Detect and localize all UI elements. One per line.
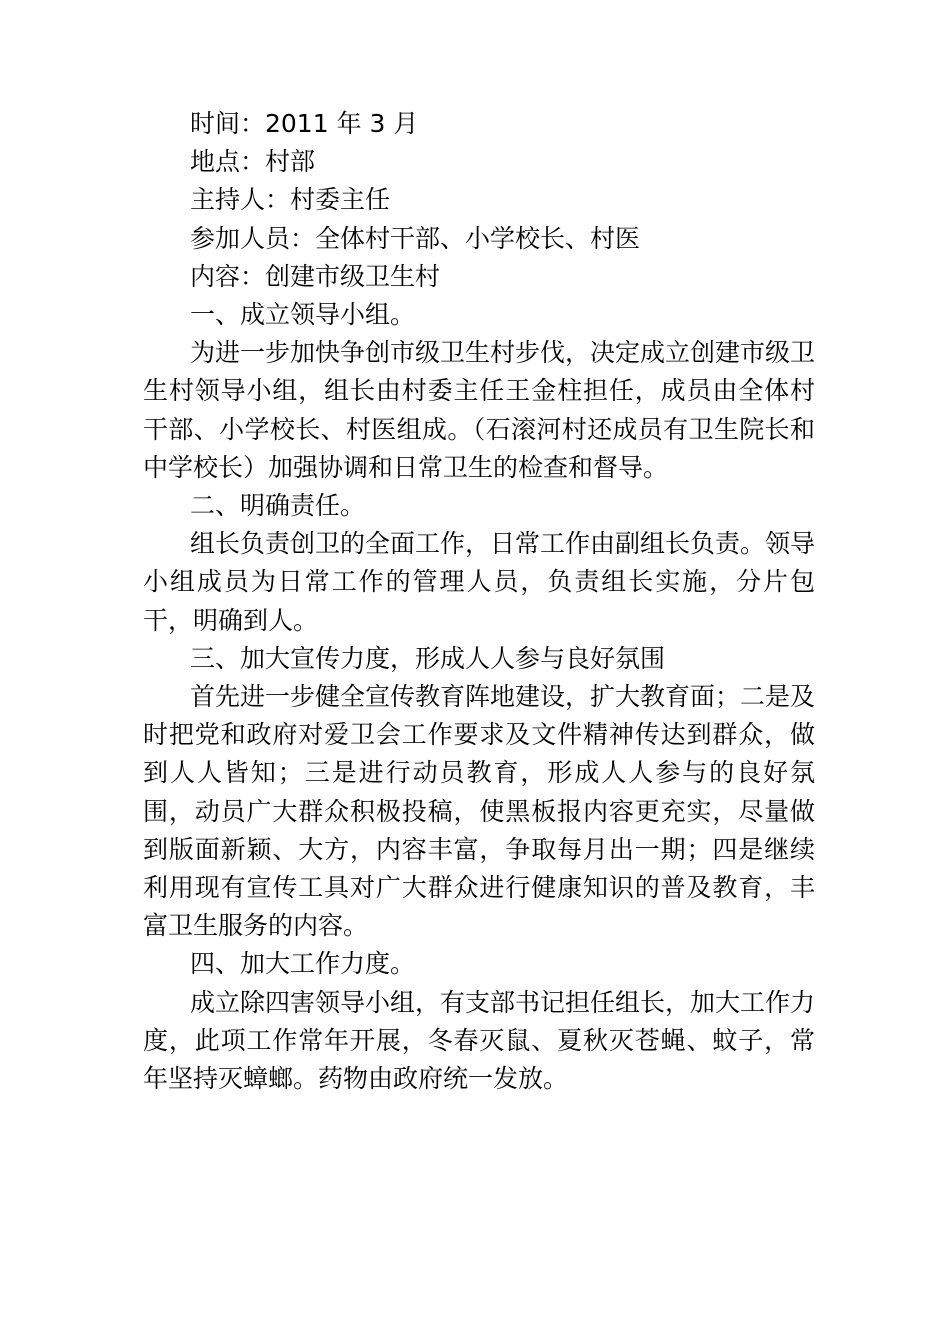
section-body-2: 组长负责创卫的全面工作，日常工作由副组长负责。领导小组成员为日常工作的管理人员，负责组长实施，分片包干，明确到人。 <box>143 529 816 635</box>
document-page <box>143 105 815 1098</box>
section-heading-2: 二、明确责任。 <box>190 491 366 521</box>
section-heading-4: 四、加大工作力度。 <box>190 949 416 979</box>
meeting-content: 内容：创建市级卫生村 <box>190 261 441 291</box>
meeting-host: 主持人：村委主任 <box>190 185 391 215</box>
meeting-place: 地点：村部 <box>190 147 316 177</box>
section-heading-3: 三、加大宣传力度，形成人人参与良好氛围 <box>190 643 666 673</box>
section-body-4: 成立除四害领导小组，有支部书记担任组长，加大工作力度，此项工作常年开展，冬春灭鼠、夏秋灭苍蝇、蚊子，常年坚持灭蟑螂。药物由政府统一发放。 <box>143 987 816 1094</box>
section-body-1: 为进一步加快争创市级卫生村步伐，决定成立创建市级卫生村领导小组，组长由村委主任王金柱担任，成员由全体村干部、小学校长、村医组成。（石滚河村还成员有卫生院长和中学校长）加强协调和日常卫生的检查和督导。 <box>143 338 816 482</box>
section-body-3: 首先进一步健全宣传教育阵地建设，扩大教育面；二是及时把党和政府对爱卫会工作要求及文件精神传达到群众，做到人人皆知；三是进行动员教育，形成人人参与的良好氛围，动员广大群众积极投稿，使黑板报内容更充实，尽量做到版面新颖、大方，内容丰富，争取每月出一期；四是继续利用现有宣传工具对广大群众进行健康知识的普及教育，丰富卫生服务的内容。 <box>143 682 816 941</box>
meeting-time: 时间：2011 年 3 月 <box>190 109 419 138</box>
section-heading-1: 一、成立领导小组。 <box>190 300 416 330</box>
meeting-attendees: 参加人员：全体村干部、小学校长、村医 <box>190 223 641 253</box>
